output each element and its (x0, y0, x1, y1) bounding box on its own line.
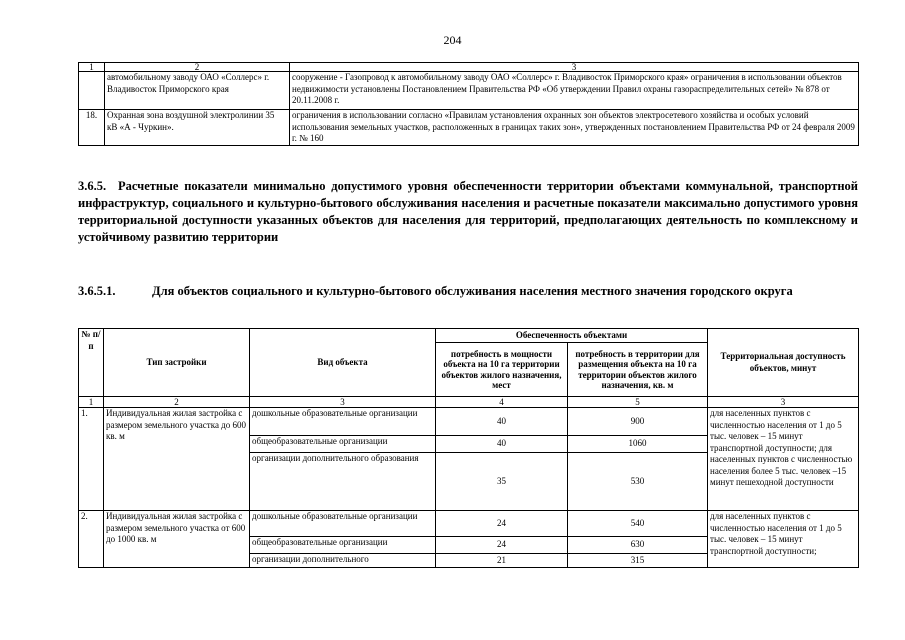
area-value: 900 (568, 408, 708, 436)
header-provision: Обеспеченность объектами (436, 329, 708, 343)
header-area: потребность в территории для размещения объекта на 10 га территории объектов жилого назначения, кв. м (568, 343, 708, 397)
col-number: 2 (104, 397, 250, 408)
accessibility-text: для населенных пунктов с численностью населения от 1 до 5 тыс. человек – 15 минут транспортной доступности; для населенных пунктов с численностью населения более 5 тыс. человек –15 минут пешеходной доступности (708, 408, 859, 511)
table-row (79, 511, 859, 537)
section-heading-3-6-5-1 (78, 283, 858, 300)
zone-name: автомобильному заводу ОАО «Соллерс» г. Владивосток Приморского края (105, 72, 290, 110)
object-type: организации дополнительного образования (250, 453, 436, 511)
capacity-value: 35 (436, 453, 568, 511)
accessibility-text: для населенных пунктов с численностью населения от 1 до 5 тыс. человек – 15 минут транспортной доступности; (708, 511, 859, 568)
table-row (79, 408, 859, 436)
object-type: общеобразовательные организации (250, 436, 436, 453)
col-number: 5 (568, 397, 708, 408)
object-type: дошкольные образовательные организации (250, 511, 436, 537)
page-number: 204 (443, 33, 462, 47)
section-number: 3.6.5.1. (78, 284, 116, 298)
col-number-2: 2 (105, 63, 290, 72)
row-number: 2. (79, 511, 104, 568)
col-number: 1 (79, 397, 104, 408)
row-number (79, 72, 105, 110)
section-title: Для объектов социального и культурно-бытового обслуживания населения местного значения городского округа (152, 284, 793, 298)
col-number: 3 (250, 397, 436, 408)
capacity-value: 40 (436, 436, 568, 453)
header-development-type: Тип застройки (104, 329, 250, 397)
section-heading-3-6-5 (78, 178, 858, 246)
row-number: 18. (79, 110, 105, 146)
section-title: Расчетные показатели минимально допустимого уровня обеспеченности территории объектами коммунальной, транспортной инфраструктур, социального и культурно-бытового обслуживания населения и расчетные показатели максимально допустимого уровня территориальной доступности указанных объектов для населения для территорий, предполагающих деятельность по комплексному и устойчивому развитию территории (78, 179, 858, 244)
capacity-value: 40 (436, 408, 568, 436)
zone-restriction: ограничения в использовании согласно «Правилам установления охранных зон объектов электросетевого хозяйства и особых условий использования земельных участков, расположенных в границах таких зон», утвержденных постановлением Правительства РФ от 24 февраля 2009 г. № 160 (290, 110, 859, 146)
table-row (79, 110, 859, 146)
table-row (79, 72, 859, 110)
table-header-row (79, 63, 859, 72)
development-type: Индивидуальная жилая застройка с размером земельного участка от 600 до 1000 кв. м (104, 511, 250, 568)
restrictions-table (78, 62, 859, 146)
area-value: 315 (568, 554, 708, 568)
col-number: 3 (708, 397, 859, 408)
development-type: Индивидуальная жилая застройка с размером земельного участка до 600 кв. м (104, 408, 250, 511)
row-number: 1. (79, 408, 104, 511)
header-number: № п/п (79, 329, 104, 397)
table-header-row (79, 329, 859, 343)
capacity-value: 24 (436, 511, 568, 537)
area-value: 530 (568, 453, 708, 511)
header-capacity: потребность в мощности объекта на 10 га территории объектов жилого назначения, мест (436, 343, 568, 397)
capacity-value: 24 (436, 537, 568, 554)
zone-restriction: сооружение - Газопровод к автомобильному заводу ОАО «Соллерс» г. Владивосток Приморского края» ограничения в использовании объектов недвижимости установлены Постановлением Правительства РФ «Об утверждении Правил охраны газораспределительных сетей» № 878 от 20.11.2008 г. (290, 72, 859, 110)
col-number-3: 3 (290, 63, 859, 72)
header-accessibility: Территориальная доступность объектов, минут (708, 329, 859, 397)
col-number-1: 1 (79, 63, 105, 72)
object-type: дошкольные образовательные организации (250, 408, 436, 436)
zone-name: Охранная зона воздушной электролинии 35 кВ «А - Чуркин». (105, 110, 290, 146)
object-type: организации дополнительного (250, 554, 436, 568)
object-type: общеобразовательные организации (250, 537, 436, 554)
area-value: 1060 (568, 436, 708, 453)
col-number: 4 (436, 397, 568, 408)
header-object-type: Вид объекта (250, 329, 436, 397)
column-number-row (79, 397, 859, 408)
area-value: 540 (568, 511, 708, 537)
capacity-value: 21 (436, 554, 568, 568)
social-facilities-table (78, 328, 859, 568)
section-number: 3.6.5. (78, 179, 107, 193)
area-value: 630 (568, 537, 708, 554)
